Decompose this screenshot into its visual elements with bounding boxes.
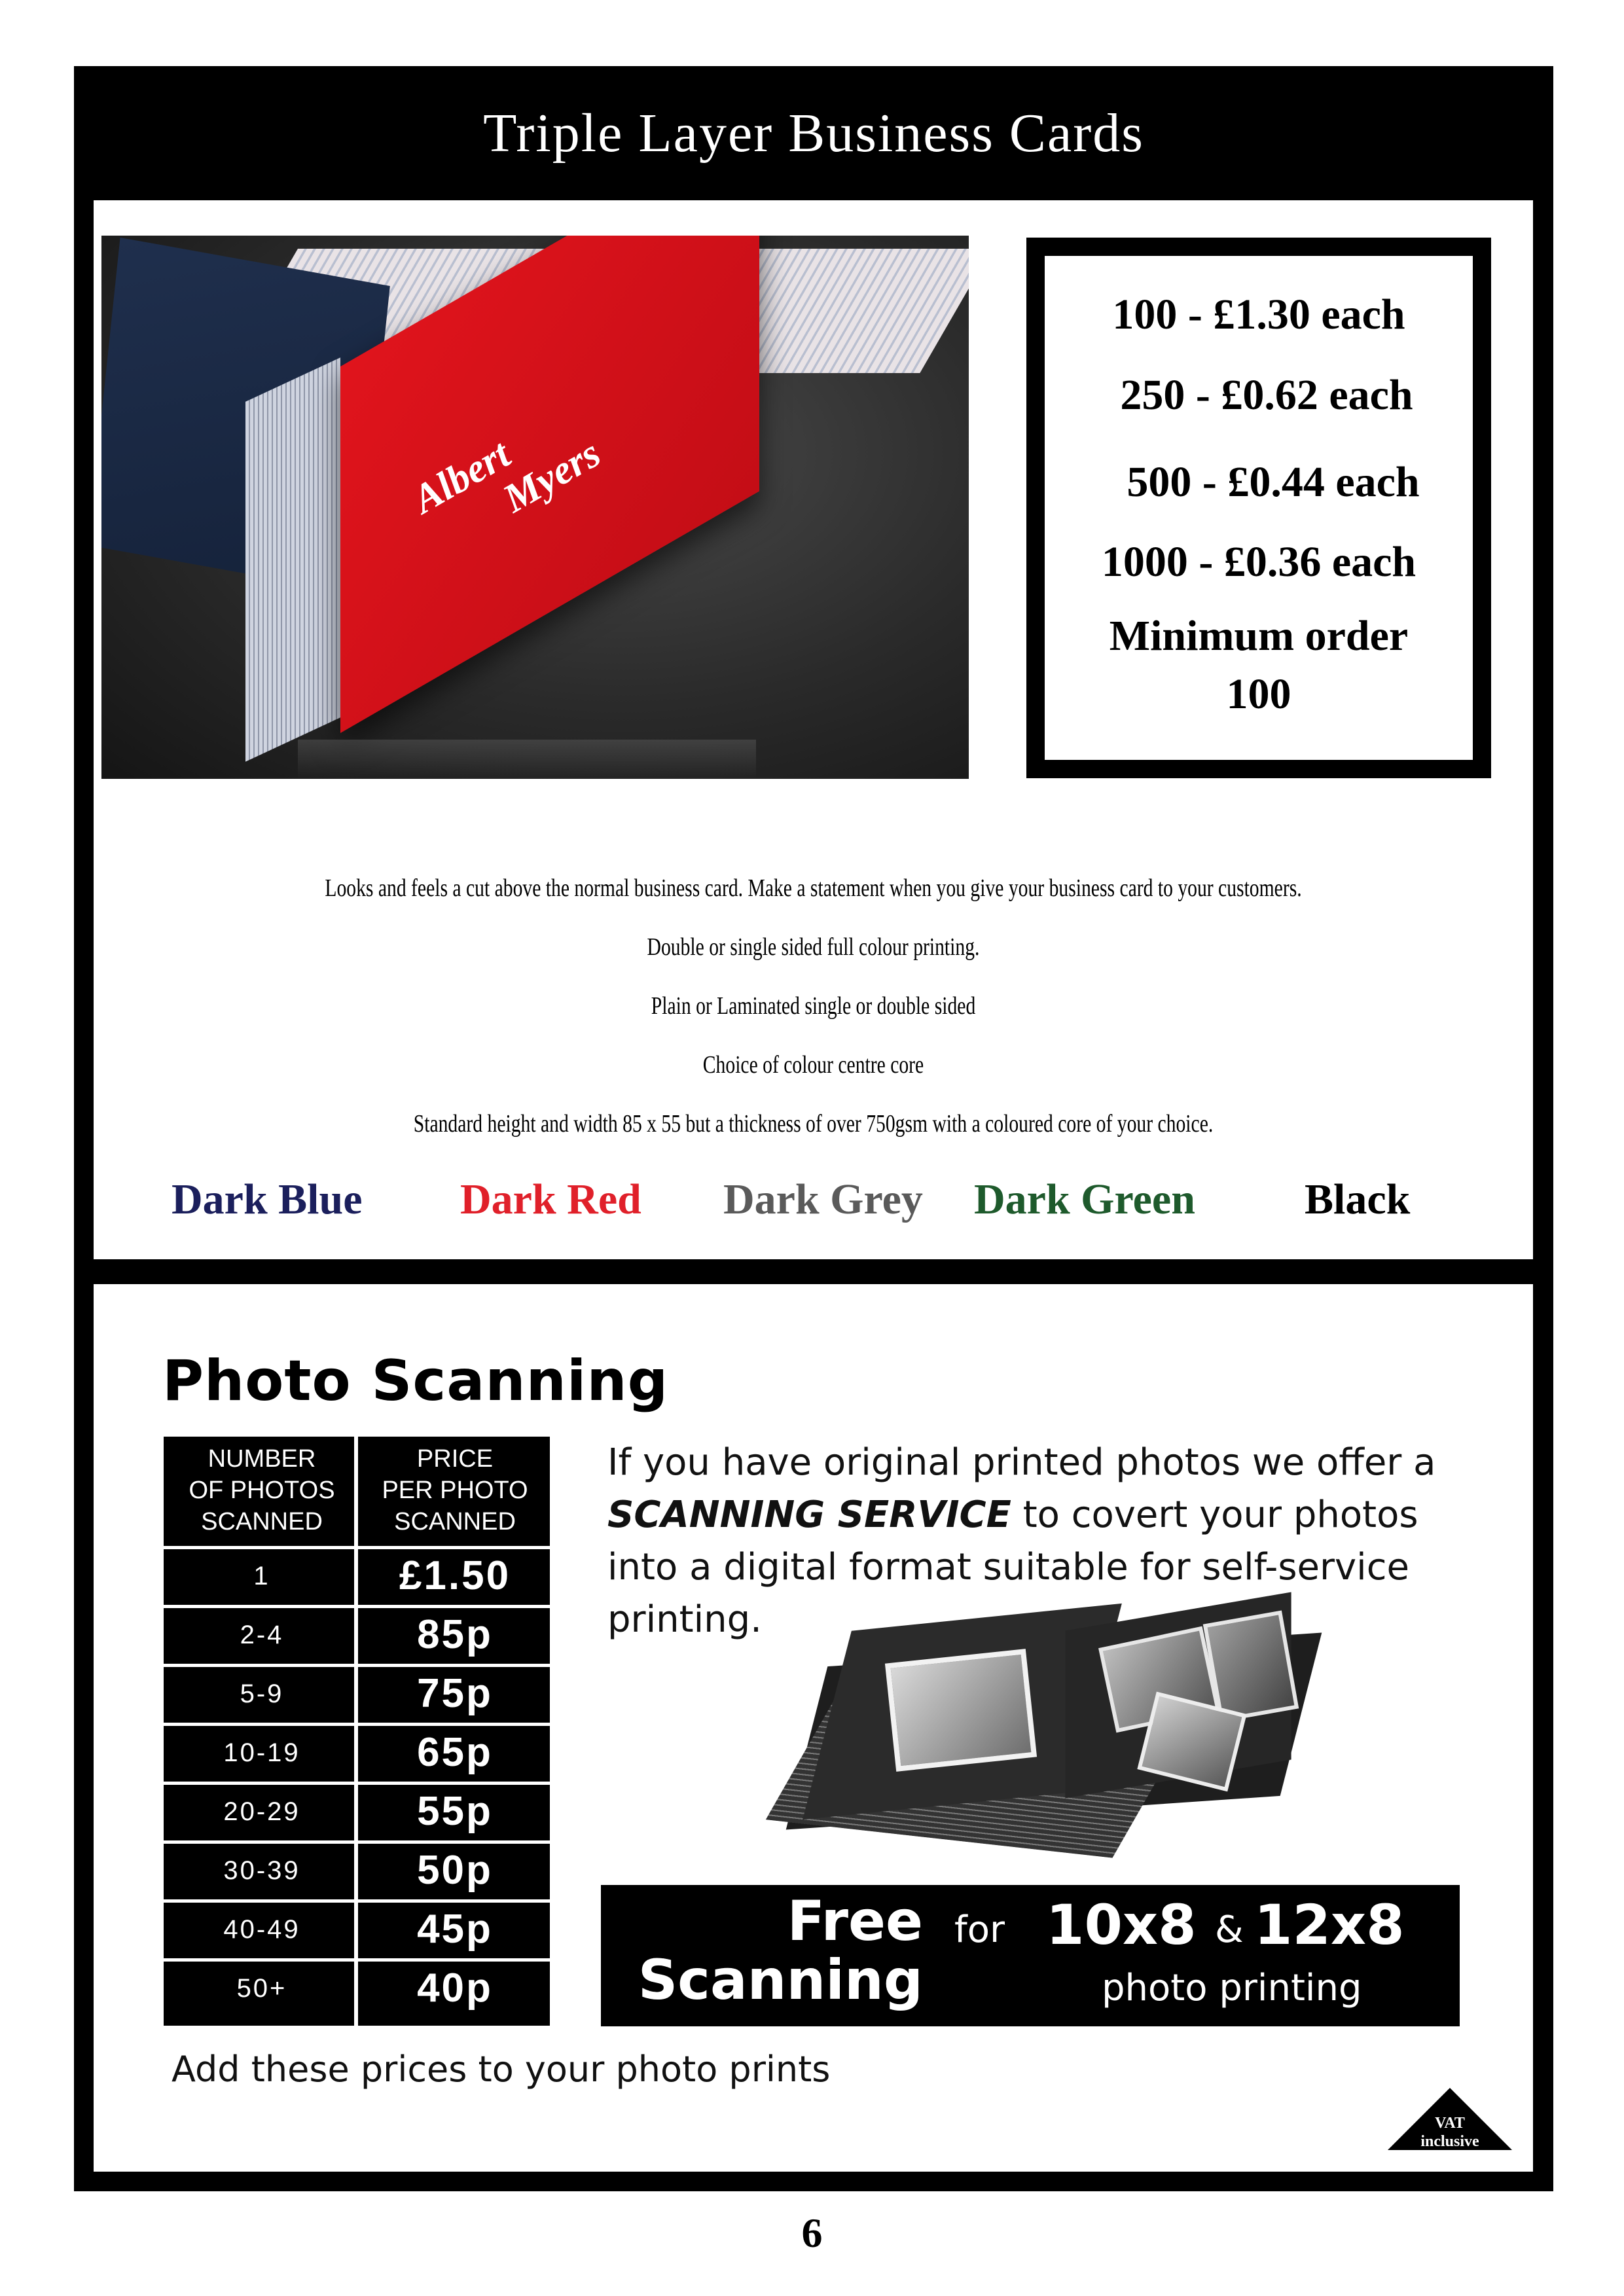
table-row-price: 65p <box>417 1730 493 1775</box>
table-row-price: 85p <box>417 1612 493 1657</box>
header-text: PRICE <box>416 1445 494 1473</box>
table-header-quantity <box>170 1443 353 1537</box>
header-text: NUMBER <box>208 1445 316 1473</box>
banner-scanning: Scanning <box>638 1948 923 2012</box>
banner-size-12x8: 12x8 <box>1254 1893 1405 1957</box>
table-row-divider <box>164 1605 550 1608</box>
price-line-100: 100 - £1.30 each <box>1112 291 1405 338</box>
vat-badge-text <box>1388 2114 1512 2151</box>
table-row-price: £1.50 <box>399 1553 511 1598</box>
card-stack-edge <box>245 357 340 762</box>
table-row-price: 55p <box>417 1789 493 1834</box>
table-header-price <box>363 1443 547 1537</box>
table-row-price: 75p <box>417 1671 493 1716</box>
intro-text: to covert your photos into a digital format suitable for self-service printing. <box>607 1494 1418 1641</box>
table-row-quantity: 50+ <box>236 1974 287 2003</box>
photo-album-image <box>792 1610 1303 1852</box>
description-line: Double or single sided full colour printing. <box>647 933 980 961</box>
table-row-divider <box>164 1664 550 1667</box>
header-text: PER PHOTO <box>382 1477 528 1504</box>
table-row-quantity: 5-9 <box>240 1679 284 1708</box>
price-line-1000: 1000 - £0.36 each <box>1101 538 1416 586</box>
table-row-divider <box>164 1546 550 1549</box>
color-dark-green: Dark Green <box>974 1175 1195 1223</box>
table-row-divider <box>164 1840 550 1844</box>
table-row-divider <box>164 1723 550 1726</box>
table-row-quantity: 20-29 <box>223 1797 300 1826</box>
free-scanning-banner <box>601 1885 1460 2026</box>
color-black: Black <box>1305 1175 1411 1223</box>
header-text: OF PHOTOS <box>189 1477 335 1504</box>
old-photo <box>1203 1611 1299 1723</box>
price-box <box>1045 256 1473 760</box>
table-row-quantity: 10-19 <box>223 1738 300 1767</box>
card-name-last: Myers <box>496 431 608 522</box>
vat-label: VAT <box>1435 2115 1465 2132</box>
business-card-image <box>101 236 969 779</box>
description-line: Choice of colour centre core <box>702 1051 924 1079</box>
minimum-order-value: 100 <box>1226 670 1291 718</box>
color-dark-blue: Dark Blue <box>171 1175 363 1223</box>
table-row-quantity: 1 <box>253 1562 270 1590</box>
table-row-quantity: 2-4 <box>240 1621 284 1649</box>
table-row-divider <box>164 1899 550 1903</box>
description-line: Standard height and width 85 x 55 but a thickness of over 750gsm with a coloured core of your choice. <box>413 1110 1214 1138</box>
intro-highlight: SCANNING SERVICE <box>607 1494 1011 1536</box>
old-photo <box>885 1649 1037 1772</box>
card-reflection <box>298 740 756 779</box>
color-dark-red: Dark Red <box>460 1175 641 1223</box>
table-row-quantity: 40-49 <box>223 1915 300 1944</box>
table-row-divider <box>164 1782 550 1785</box>
header-text: SCANNED <box>201 1508 323 1535</box>
banner-free: Free <box>787 1889 923 1953</box>
page-title: Triple Layer Business Cards <box>483 103 1144 164</box>
price-line-250: 250 - £0.62 each <box>1120 371 1413 419</box>
banner-photo-printing: photo printing <box>1102 1967 1362 2009</box>
page-number: 6 <box>801 2210 823 2256</box>
card-name-first: Albert <box>405 431 518 522</box>
banner-amp: & <box>1215 1909 1244 1951</box>
banner-for: for <box>954 1909 1005 1951</box>
banner-size-10x8: 10x8 <box>1046 1893 1197 1957</box>
price-line-500: 500 - £0.44 each <box>1127 458 1420 506</box>
scanning-note: Add these prices to your photo prints <box>171 2049 831 2090</box>
table-row-price: 40p <box>417 1965 493 2011</box>
header-text: SCANNED <box>394 1508 516 1535</box>
table-row-quantity: 30-39 <box>223 1856 300 1885</box>
intro-text: If you have original printed photos we offer a <box>607 1441 1436 1484</box>
table-row-divider <box>164 1958 550 1962</box>
description-line: Plain or Laminated single or double sided <box>651 992 976 1020</box>
scanning-heading: Photo Scanning <box>162 1348 669 1414</box>
table-row-price: 50p <box>417 1848 493 1893</box>
table-row-price: 45p <box>417 1907 493 1952</box>
color-dark-grey: Dark Grey <box>723 1175 923 1223</box>
minimum-order-label: Minimum order <box>1109 612 1409 660</box>
vat-inclusive-label: inclusive <box>1420 2133 1479 2150</box>
description-line: Looks and feels a cut above the normal business card. Make a statement when you give your business card to your customers. <box>325 874 1302 902</box>
